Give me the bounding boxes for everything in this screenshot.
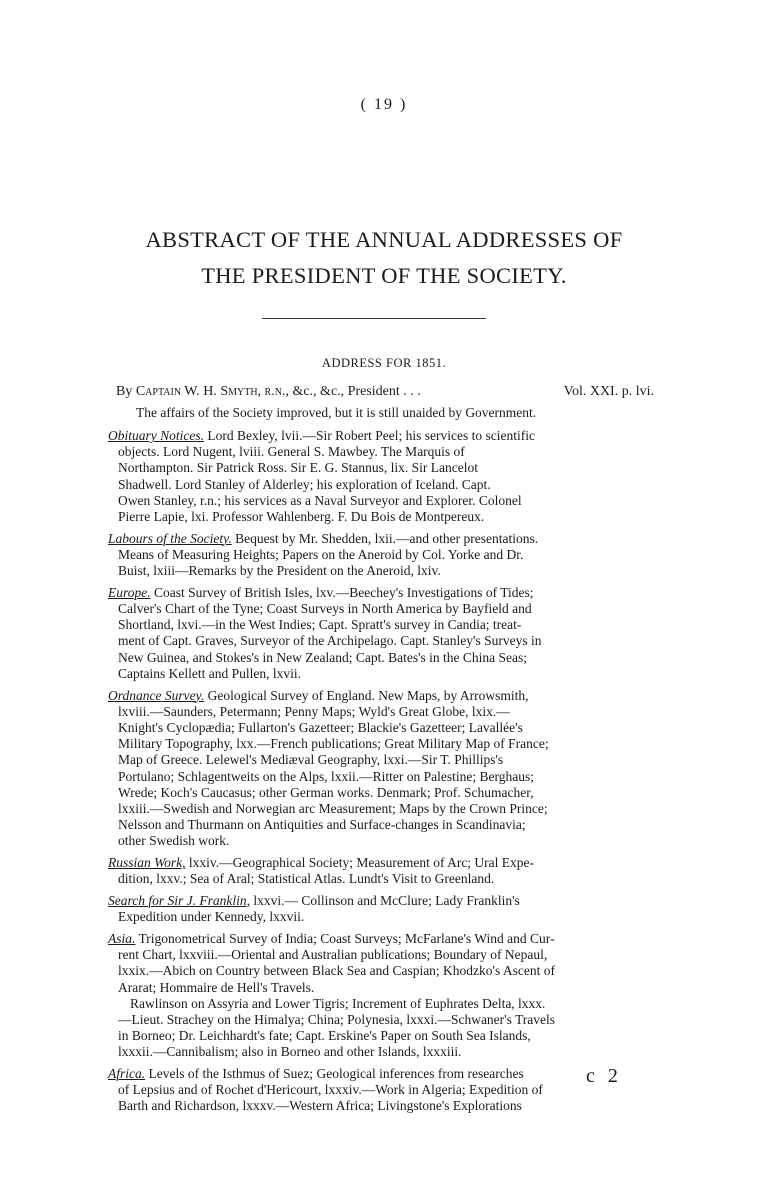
address-summary: The affairs of the Society improved, but it is still unaided by Government.: [136, 405, 537, 420]
entry-line: New Guinea, and Stokes's in New Zealand; Capt. Bates's in the China Seas;: [118, 649, 528, 665]
entry-line: lxviii.—Saunders, Petermann; Penny Maps; Wyld's Great Globe, lxix.—: [118, 703, 510, 719]
entry-line: objects. Lord Nugent, lviii. General S. Mawbey. The Marquis of: [118, 444, 465, 460]
entry-line: dition, lxxv.; Sea of Aral; Statistical Atlas. Lundt's Visit to Greenland.: [118, 871, 495, 887]
entry-first-line: [108, 428, 654, 444]
entry-line-text: lxxiv.—Geographical Society; Measurement of Arc; Ural Expe-: [185, 855, 535, 871]
entry-line: lxxxii.—Cannibalism; also in Borneo and other Islands, lxxxiii.: [118, 1044, 462, 1060]
title-line-1: ABSTRACT OF THE ANNUAL ADDRESSES OF: [145, 227, 623, 252]
entry: [108, 585, 654, 682]
entry-line: Captains Kellett and Pullen, lxvii.: [118, 665, 301, 681]
entry-line: Calver's Chart of the Tyne; Coast Surveys in North America by Bayfield and: [118, 601, 532, 617]
entry-line: Map of Greece. Lelewel's Mediæval Geography, lxxi.—Sir T. Phillips's: [118, 752, 504, 768]
byline-rest: , &c., &c., President . . .: [285, 384, 421, 399]
entry: [108, 855, 654, 887]
entry-heading: Search for Sir J. Franklin,: [108, 892, 250, 908]
entry: [108, 688, 654, 850]
byline-left: [116, 384, 421, 400]
byline-prefix: By: [116, 384, 136, 399]
entry-first-line: [108, 688, 654, 704]
entry-first-line: [108, 931, 654, 947]
entry-line-text: Lord Bexley, lvii.—Sir Robert Peel; his services to scientific: [204, 428, 535, 443]
entry-line: lxxiii.—Swedish and Norwegian arc Measurement; Maps by the Crown Prince;: [118, 800, 548, 816]
page-title: [80, 222, 688, 294]
entry-line-text: Bequest by Mr. Shedden, lxii.—and other presentations.: [231, 530, 539, 546]
entry-line-text: Trigonometrical Survey of India; Coast Surveys; McFarlane's Wind and Cur-: [135, 930, 555, 946]
entry-first-line: [108, 893, 654, 909]
entry-line: Means of Measuring Heights; Papers on the Aneroid by Col. Yorke and Dr.: [118, 546, 524, 562]
entry-heading: Labours of the Society.: [108, 530, 232, 546]
entry-first-line: [108, 1066, 654, 1082]
entry-line: Ararat; Hommaire de Hell's Travels.: [118, 979, 315, 995]
entry-line: Knight's Cyclopædia; Fullarton's Gazetteer; Blackie's Gazetteer; Lavallée's: [118, 719, 523, 735]
entry-line: Shadwell. Lord Stanley of Alderley; his exploration of Iceland. Capt.: [118, 476, 491, 492]
entry-line: Military Topography, lxx.—French publications; Great Military Map of France;: [118, 736, 549, 752]
entry-line-text: lxxvi.— Collinson and McClure; Lady Franklin's: [249, 892, 520, 908]
byline-captain: Captain W. H. Smyth, r.n.: [135, 384, 286, 399]
signature-mark: c 2: [586, 1065, 622, 1087]
address-heading: ADDRESS FOR 1851.: [321, 356, 447, 370]
entry-heading: Europe.: [108, 584, 151, 600]
entry: [108, 428, 654, 525]
entry-line: lxxix.—Abich on Country between Black Sea and Caspian; Khodzko's Ascent of: [118, 963, 555, 979]
entry-line-text: Geological Survey of England. New Maps, by Arrowsmith,: [204, 687, 529, 703]
entry: [108, 893, 654, 925]
title-divider: [262, 318, 486, 319]
entry-first-line: [108, 585, 654, 601]
byline-volume: Vol. XXI. p. lvi.: [563, 384, 654, 399]
entry-line: other Swedish work.: [118, 833, 230, 849]
entry-first-line: [108, 531, 654, 547]
entry-line: Shortland, lxvi.—in the West Indies; Capt. Spratt's survey in Candia; treat-: [118, 617, 522, 633]
entry-line: Portulano; Schlagentweits on the Alps, lxxii.—Ritter on Palestine; Berghaus;: [118, 768, 534, 784]
entry-line: Expedition under Kennedy, lxxvii.: [118, 909, 305, 925]
title-line-2: THE PRESIDENT OF THE SOCIETY.: [201, 263, 567, 288]
entry-line: —Lieut. Strachey on the Himalya; China; Polynesia, lxxxi.—Schwaner's Travels: [118, 1011, 555, 1027]
entry-line: Pierre Lapie, lxi. Professor Wahlenberg. F. Du Bois de Montpereux.: [118, 509, 485, 525]
entry-line: rent Chart, lxxviii.—Oriental and Australian publications; Boundary of Nepaul,: [118, 947, 548, 963]
entry-line: of Lepsius and of Rochet d'Hericourt, lxxxiv.—Work in Algeria; Expedition of: [118, 1082, 543, 1098]
entry-heading: Russian Work,: [108, 855, 186, 871]
byline: [116, 384, 654, 404]
entry: [108, 531, 654, 580]
entries-list: [108, 428, 654, 1120]
entry-line: Rawlinson on Assyria and Lower Tigris; Increment of Euphrates Delta, lxxx.: [130, 995, 546, 1011]
page-number: ( 19 ): [360, 96, 408, 113]
entry-heading: Africa.: [108, 1066, 146, 1082]
entry-line: in Borneo; Dr. Leichhardt's fate; Capt. Erskine's Paper on South Sea Islands,: [118, 1028, 531, 1044]
entry-line: Buist, lxiii—Remarks by the President on the Aneroid, lxiv.: [118, 563, 441, 579]
entry-heading: Asia.: [108, 930, 136, 946]
entry-line: Owen Stanley, r.n.; his services as a Naval Surveyor and Explorer. Colonel: [118, 492, 522, 508]
entry-heading: Ordnance Survey.: [108, 687, 205, 703]
entry-line: ment of Capt. Graves, Surveyor of the Archipelago. Capt. Stanley's Surveys in: [118, 633, 542, 649]
entry: [108, 1066, 654, 1115]
entry-line-text: Levels of the Isthmus of Suez; Geological inferences from researches: [145, 1066, 524, 1082]
entry-line: Northampton. Sir Patrick Ross. Sir E. G. Stannus, lix. Sir Lancelot: [118, 460, 478, 476]
entry-line-text: Coast Survey of British Isles, lxv.—Beechey's Investigations of Tides;: [150, 584, 534, 600]
entry: [108, 931, 654, 1061]
entry-heading: Obituary Notices.: [108, 428, 204, 443]
entry-line: Wrede; Koch's Caucasus; other German works. Denmark; Prof. Schumacher,: [118, 784, 534, 800]
entry-line: Nelsson and Thurmann on Antiquities and Surface-changes in Scandinavia;: [118, 817, 526, 833]
entry-line: Barth and Richardson, lxxxv.—Western Africa; Livingstone's Explorations: [118, 1098, 522, 1114]
entry-first-line: [108, 855, 654, 871]
